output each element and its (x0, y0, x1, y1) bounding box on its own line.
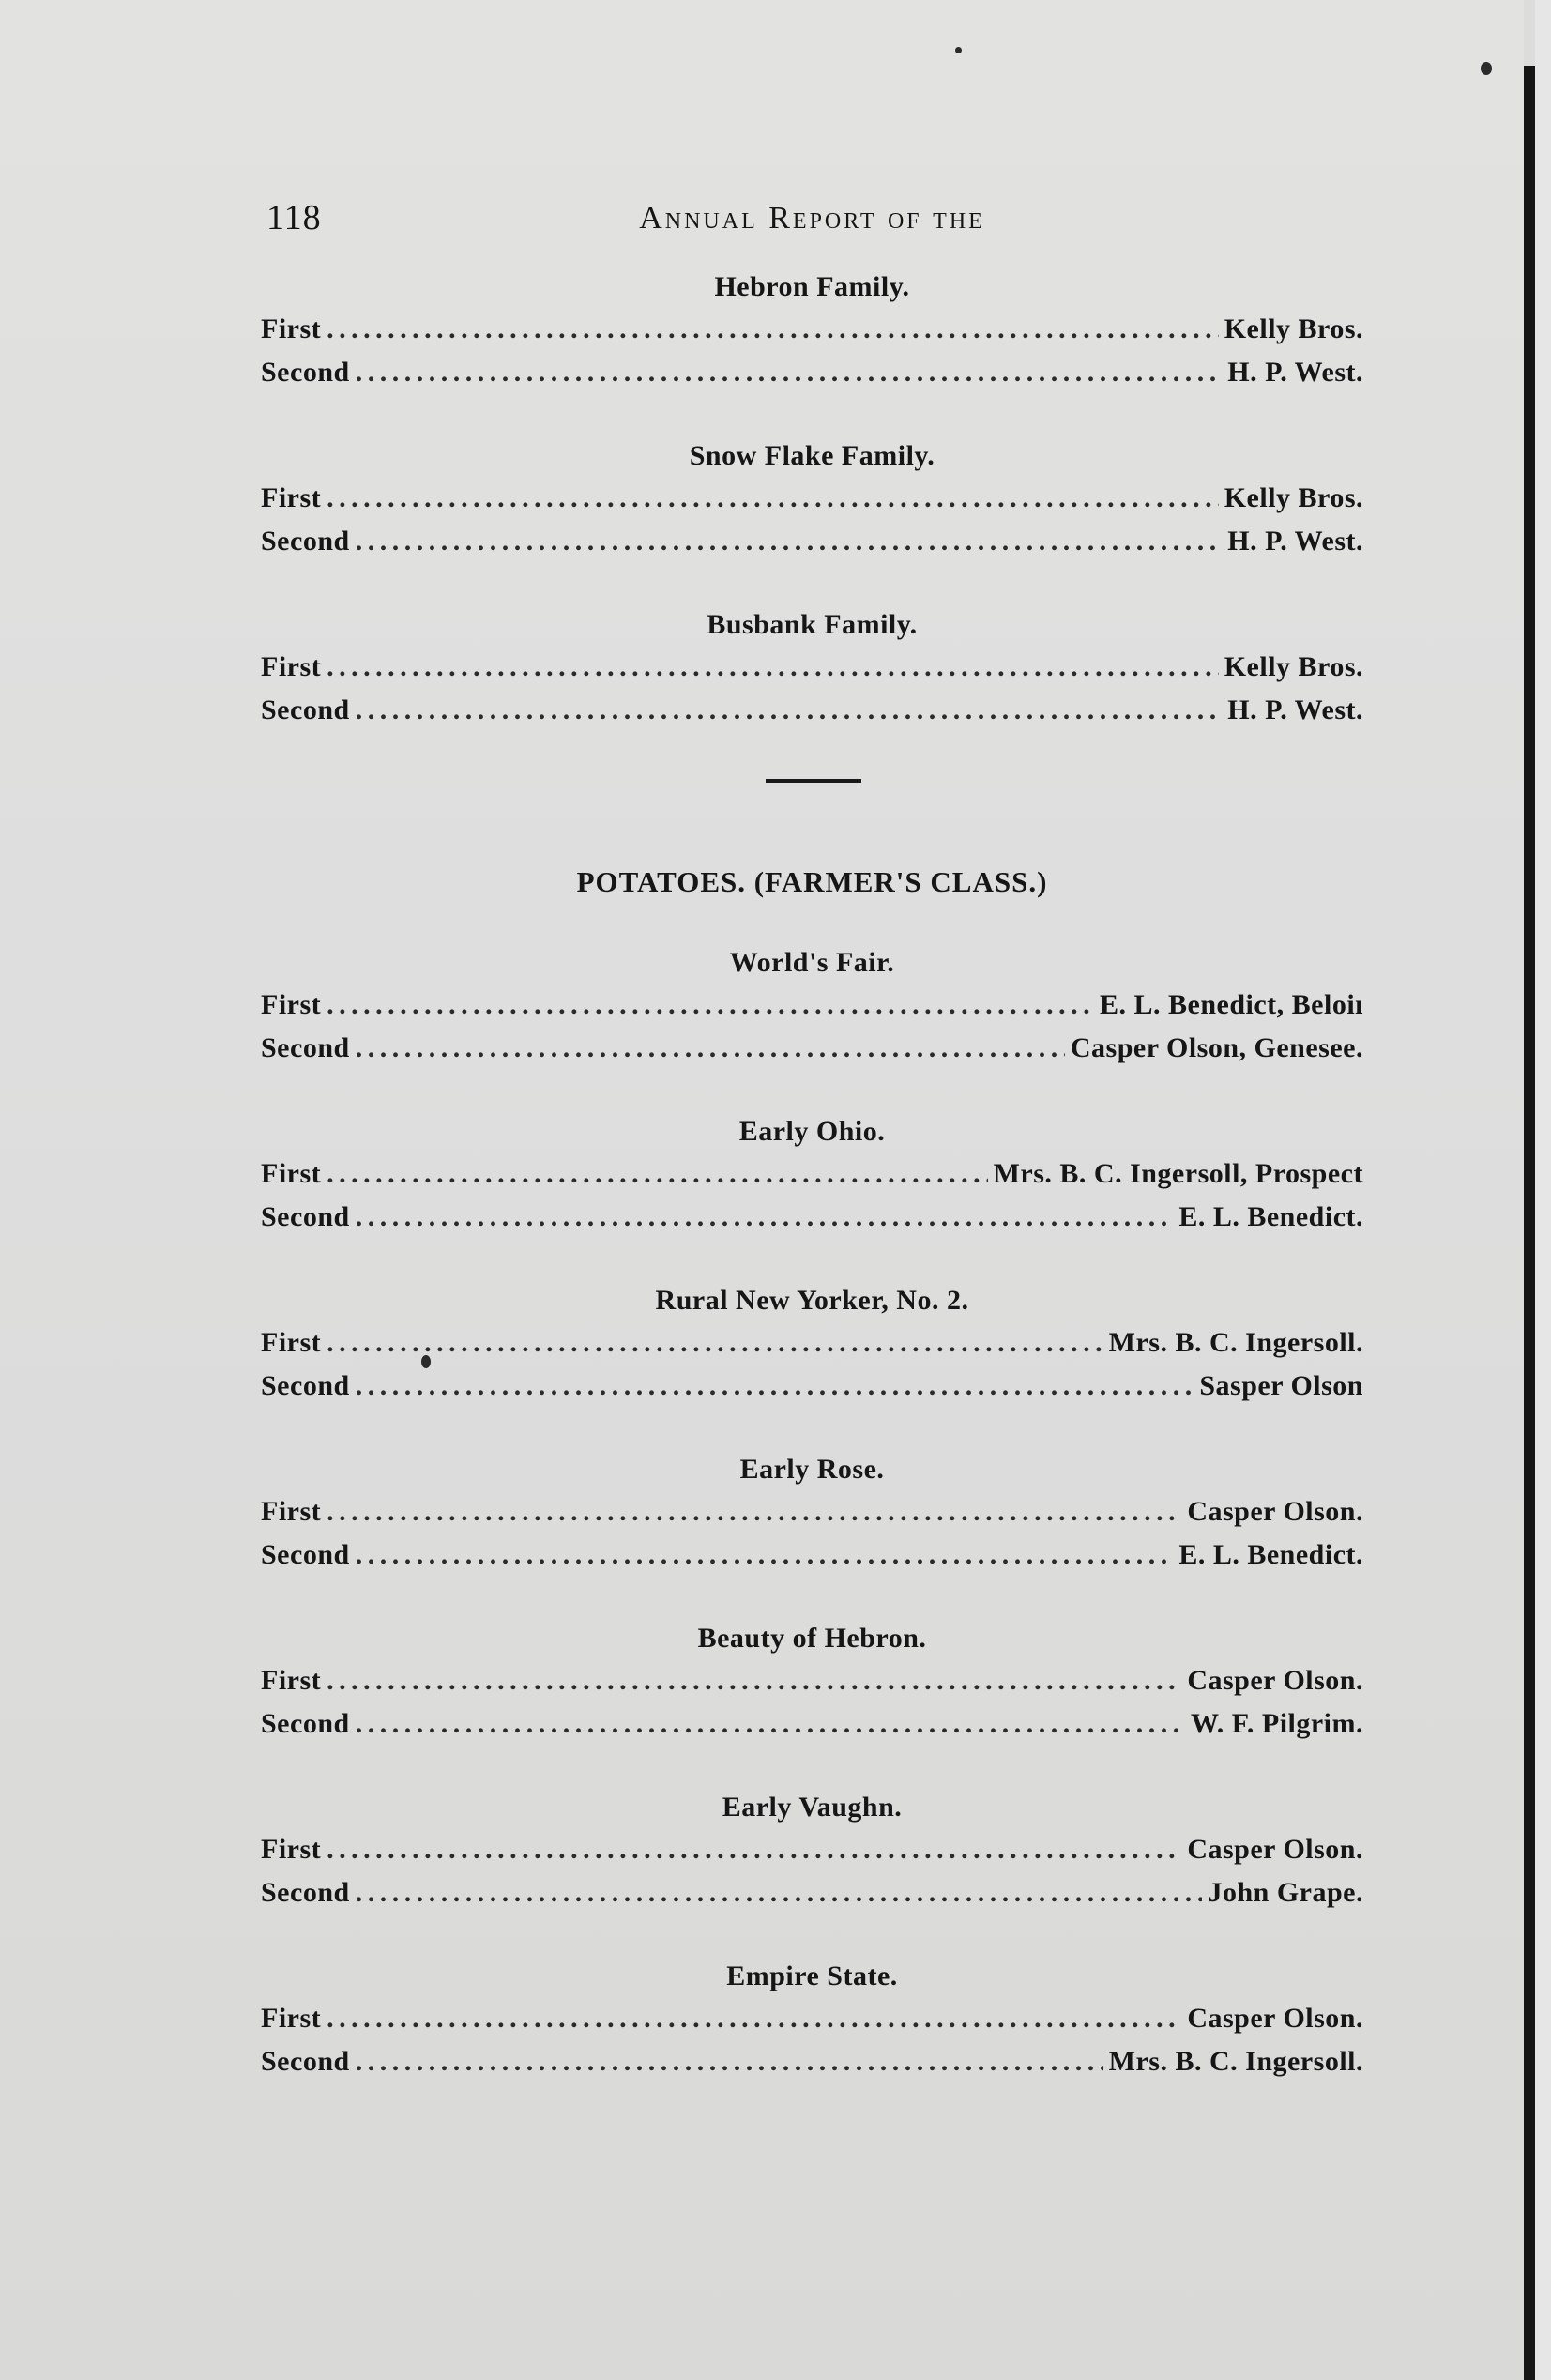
group-title: Empire State. (726, 1960, 898, 1991)
place-label: First (261, 651, 322, 682)
dot-leader (356, 689, 1223, 732)
winner-name: Casper Olson. (1187, 1665, 1363, 1696)
dot-leader (356, 1027, 1065, 1070)
winner-name: Sasper Olson (1199, 1370, 1363, 1401)
dot-leader (356, 2040, 1103, 2083)
book-spine-shadow (1524, 66, 1535, 2380)
award-group (261, 1280, 1363, 1408)
winner-name: Casper Olson, Genesee. (1070, 1032, 1363, 1063)
award-row-second (261, 1533, 1363, 1577)
winner-name: E. L. Benedict. (1178, 1201, 1363, 1232)
winner-name: H. P. West. (1227, 694, 1363, 725)
place-label: Second (261, 1370, 350, 1401)
group-title: Hebron Family. (714, 271, 910, 302)
winner-name: H. P. West. (1227, 357, 1363, 388)
award-group (261, 1618, 1363, 1746)
award-row-second (261, 689, 1363, 732)
section-title: POTATOES. (FARMER'S CLASS.) (576, 865, 1048, 898)
divider-rule (766, 779, 861, 783)
award-group (261, 1956, 1363, 2083)
page-content (261, 197, 1363, 2125)
group-title: Early Vaughn. (722, 1792, 903, 1823)
place-label: Second (261, 357, 350, 388)
dot-leader (327, 1828, 1181, 1871)
group-title: Busbank Family. (707, 609, 918, 640)
winner-name: Casper Olson. (1187, 1834, 1363, 1865)
ink-speck (955, 47, 962, 53)
place-label: First (261, 1158, 322, 1189)
winner-name: Mrs. B. C. Ingersoll. (1108, 1327, 1363, 1358)
ink-speck (1481, 62, 1492, 75)
award-row-first (261, 984, 1363, 1027)
dot-leader (356, 1533, 1174, 1577)
award-row-first (261, 477, 1363, 520)
group-title: Early Rose. (739, 1454, 885, 1485)
winner-name: E. L. Benedict. (1178, 1539, 1363, 1570)
award-group (261, 435, 1363, 563)
dot-leader (327, 1152, 987, 1196)
award-row-second (261, 1871, 1363, 1915)
dot-leader (327, 984, 1094, 1027)
winner-name: John Grape. (1208, 1877, 1363, 1908)
dot-leader (327, 308, 1219, 351)
award-row-second (261, 520, 1363, 563)
winner-name: Kelly Bros. (1224, 313, 1363, 344)
group-title: Rural New Yorker, No. 2. (655, 1285, 969, 1316)
award-row-second (261, 1196, 1363, 1239)
dot-leader (356, 1365, 1194, 1408)
award-row-first (261, 646, 1363, 689)
place-label: Second (261, 1708, 350, 1739)
dot-leader (356, 351, 1223, 394)
award-group (261, 267, 1363, 394)
award-row-second (261, 1702, 1363, 1746)
award-row-second (261, 1365, 1363, 1408)
award-group (261, 604, 1363, 732)
page-edge (1535, 0, 1551, 2380)
place-label: Second (261, 1032, 350, 1063)
dot-leader (327, 1659, 1181, 1702)
award-row-first (261, 1490, 1363, 1533)
award-group (261, 1787, 1363, 1915)
group-title: Snow Flake Family. (689, 440, 935, 471)
page-number: 118 (266, 198, 322, 237)
winner-name: E. L. Benedict, Beloiı (1100, 989, 1363, 1020)
winner-name: Casper Olson. (1187, 1496, 1363, 1527)
award-row-first (261, 1828, 1363, 1871)
place-label: Second (261, 694, 350, 725)
winner-name: W. F. Pilgrim. (1191, 1708, 1363, 1739)
winner-name: Mrs. B. C. Ingersoll, Prospect (993, 1158, 1363, 1189)
place-label: First (261, 313, 322, 344)
place-label: Second (261, 1539, 350, 1570)
place-label: First (261, 1496, 322, 1527)
dot-leader (327, 1490, 1181, 1533)
award-row-first (261, 1659, 1363, 1702)
dot-leader (356, 520, 1223, 563)
place-label: First (261, 482, 322, 513)
group-title: Early Ohio. (738, 1116, 886, 1147)
winner-name: Kelly Bros. (1224, 651, 1363, 682)
dot-leader (327, 477, 1219, 520)
award-row-first (261, 1321, 1363, 1365)
page-header (261, 197, 1363, 253)
place-label: Second (261, 1877, 350, 1908)
dot-leader (327, 646, 1219, 689)
award-group (261, 942, 1363, 1070)
award-row-second (261, 1027, 1363, 1070)
winner-name: H. P. West. (1227, 526, 1363, 557)
award-row-second (261, 351, 1363, 394)
section-divider (261, 732, 1363, 845)
place-label: First (261, 1327, 322, 1358)
dot-leader (356, 1196, 1174, 1239)
winner-name: Mrs. B. C. Ingersoll. (1108, 2046, 1363, 2077)
award-row-first (261, 308, 1363, 351)
place-label: Second (261, 2046, 350, 2077)
award-row-first (261, 1997, 1363, 2040)
winner-name: Casper Olson. (1187, 2003, 1363, 2034)
award-group (261, 1111, 1363, 1239)
group-title: World's Fair. (729, 947, 895, 978)
place-label: First (261, 989, 322, 1020)
dot-leader (327, 1321, 1103, 1365)
place-label: Second (261, 526, 350, 557)
award-group (261, 1449, 1363, 1577)
group-title: Beauty of Hebron. (697, 1623, 927, 1654)
place-label: Second (261, 1201, 350, 1232)
place-label: First (261, 1665, 322, 1696)
place-label: First (261, 2003, 322, 2034)
dot-leader (356, 1871, 1203, 1915)
winner-name: Kelly Bros. (1224, 482, 1363, 513)
place-label: First (261, 1834, 322, 1865)
running-title: Annual Report of the (639, 201, 985, 236)
award-row-first (261, 1152, 1363, 1196)
award-row-second (261, 2040, 1363, 2083)
dot-leader (356, 1702, 1185, 1746)
dot-leader (327, 1997, 1181, 2040)
